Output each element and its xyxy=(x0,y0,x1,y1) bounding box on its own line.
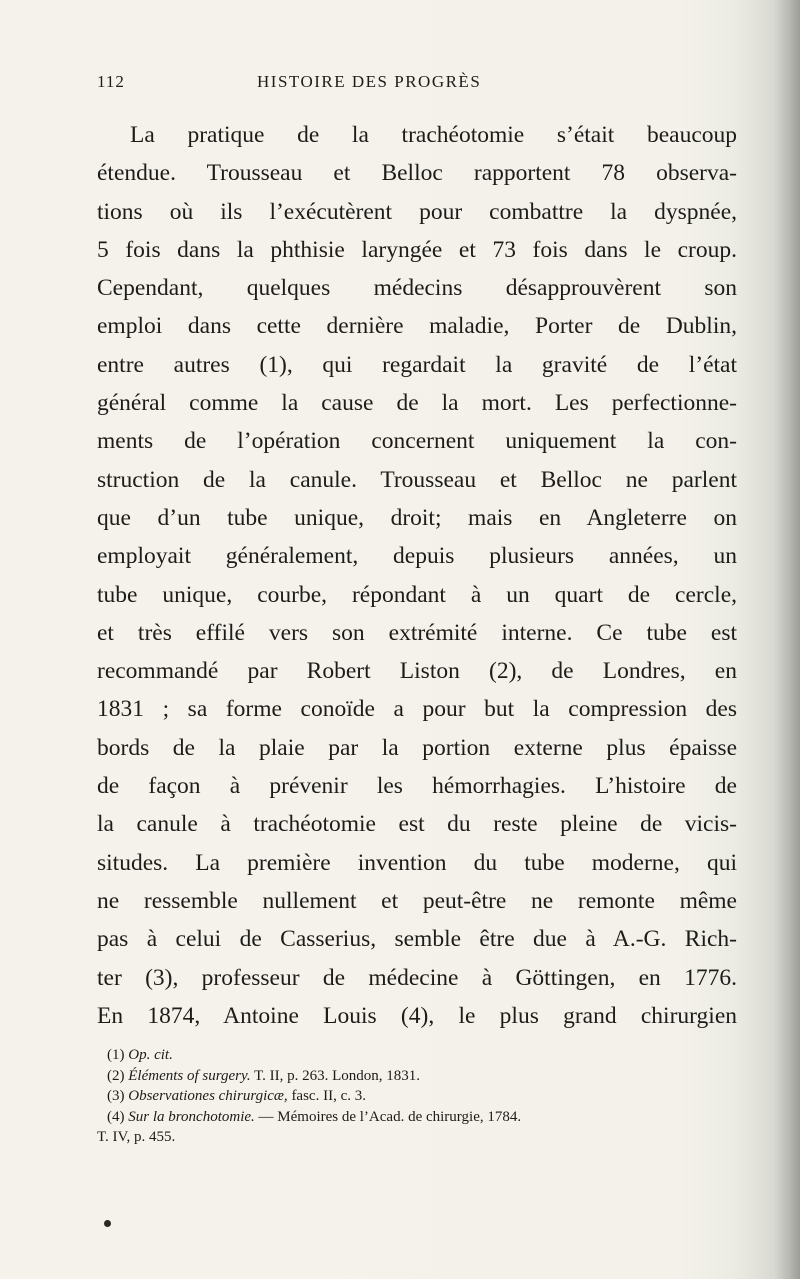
footnote-text: fasc. II, c. 3. xyxy=(287,1088,366,1104)
text-line: bords de la plaie par la portion externe plus épaisse xyxy=(97,734,737,761)
running-title: HISTOIRE DES PROGRÈS xyxy=(257,72,482,91)
text-line: 5 fois dans la phthisie laryngée et 73 fois dans le croup. xyxy=(97,236,737,263)
page-number: 112 xyxy=(97,72,125,91)
text-line: employait généralement, depuis plusieurs années, un xyxy=(97,543,737,570)
text-line: En 1874, Antoine Louis (4), le plus grand chirurgien xyxy=(97,1002,737,1029)
text-line: tions où ils l’exécutèrent pour combattre la dyspnée, xyxy=(97,198,737,225)
text-line: entre autres (1), qui regardait la gravité de l’état xyxy=(97,351,737,378)
footnote xyxy=(97,1107,737,1128)
text-line: ter (3), professeur de médecine à Göttingen, en 1776. xyxy=(97,964,737,991)
text-line: Cependant, quelques médecins désapprouvèrent son xyxy=(97,275,737,302)
text-line: situdes. La première invention du tube moderne, qui xyxy=(97,849,737,876)
text-line: la canule à trachéotomie est du reste pleine de vicis- xyxy=(97,811,737,838)
text-line: et très effilé vers son extrémité interne. Ce tube est xyxy=(97,619,737,646)
footnote-title: Op. cit. xyxy=(128,1047,173,1063)
text-line: pas à celui de Casserius, semble être due à A.-G. Rich- xyxy=(97,926,737,953)
footnotes xyxy=(97,1045,737,1148)
footnote-title: Éléments of surgery. xyxy=(128,1067,251,1084)
footnote-continuation xyxy=(97,1127,737,1148)
text-line: que d’un tube unique, droit; mais en Angleterre on xyxy=(97,504,737,531)
text-line: La pratique de la trachéotomie s’était beaucoup xyxy=(130,122,737,148)
footnote-text: — Mémoires de l’Acad. de chirurgie, 1784. xyxy=(254,1108,522,1125)
page-edge-shadow xyxy=(774,0,800,1279)
text-line: recommandé par Robert Liston (2), de Londres, en xyxy=(97,658,737,685)
text-line: 1831 ; sa forme conoïde a pour but la compression des xyxy=(97,696,737,723)
text-line: de façon à prévenir les hémorrhagies. L’histoire de xyxy=(97,773,737,800)
text-line: ne ressemble nullement et peut-être ne remonte même xyxy=(97,887,737,914)
footnote xyxy=(97,1086,737,1107)
footnote-title: Sur la bronchotomie. xyxy=(128,1108,255,1125)
text-line: ments de l’opération concernent uniquement la con- xyxy=(97,428,737,455)
footnote-mark: (2) xyxy=(107,1067,125,1084)
footnote-text: T. IV, p. 455. xyxy=(97,1129,176,1145)
footnote xyxy=(97,1066,737,1087)
footnote-mark: (1) xyxy=(107,1047,125,1063)
ink-speck xyxy=(104,1220,111,1227)
text-line: struction de la canule. Trousseau et Belloc ne parlent xyxy=(97,466,737,493)
body-text xyxy=(97,116,737,1035)
footnote xyxy=(97,1045,737,1066)
footnote-mark: (4) xyxy=(107,1108,125,1125)
footnote-text: T. II, p. 263. London, 1831. xyxy=(250,1067,421,1084)
footnote-title: Observationes chirurgicæ, xyxy=(128,1088,288,1104)
text-line: général comme la cause de la mort. Les perfectionne- xyxy=(97,390,737,417)
text-line: emploi dans cette dernière maladie, Porter de Dublin, xyxy=(97,313,737,340)
text-line: étendue. Trousseau et Belloc rapportent 78 observa- xyxy=(97,160,737,187)
text-line: tube unique, courbe, répondant à un quart de cercle, xyxy=(97,581,737,608)
running-header xyxy=(97,72,727,96)
footnote-mark: (3) xyxy=(107,1088,125,1104)
